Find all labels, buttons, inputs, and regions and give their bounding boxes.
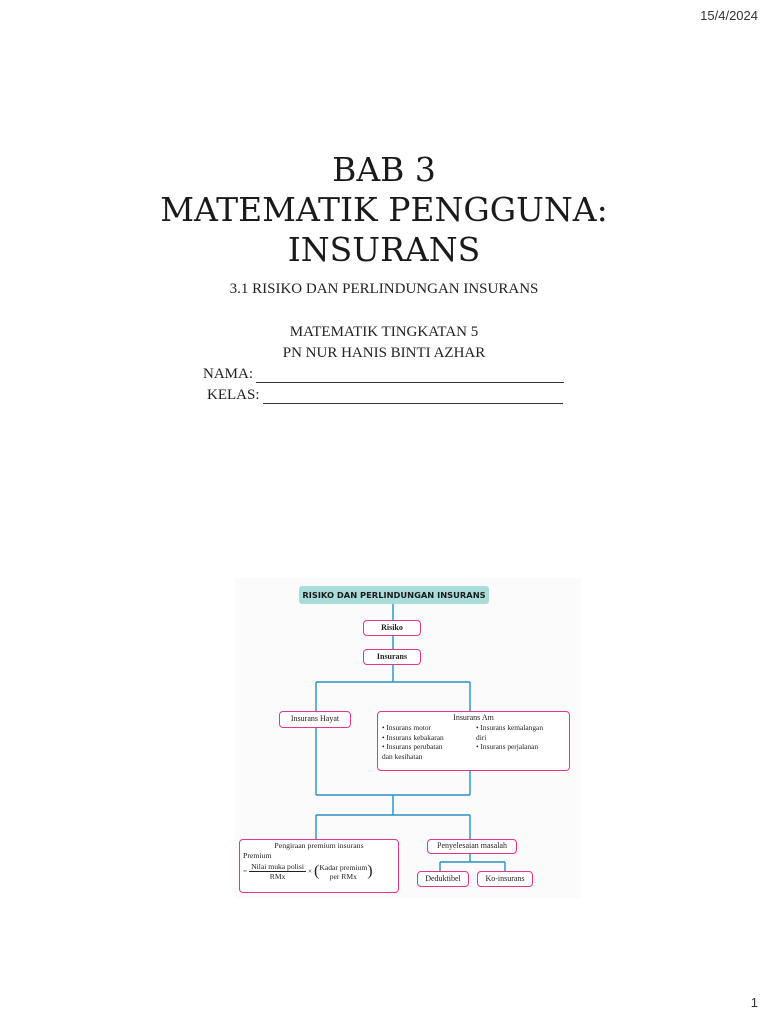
page-number: 1 — [750, 995, 758, 1010]
premium-fraction — [249, 862, 306, 881]
title-line-2: MATEMATIK PENGGUNA: — [160, 190, 608, 229]
pengiraan-premium-box — [239, 839, 399, 893]
insurans-hayat-box: Insurans Hayat — [279, 711, 351, 728]
insurans-box: Insurans — [363, 649, 421, 665]
risiko-box: Risiko — [363, 620, 421, 636]
paren-open: ( — [314, 862, 320, 880]
rate-numerator: Kadar premium — [319, 862, 368, 872]
am-item: diri — [476, 732, 487, 742]
penyelesaian-masalah-box: Penyelesaian masalah — [427, 839, 517, 854]
rate-fraction — [319, 863, 367, 881]
subtitle: 3.1 RISIKO DAN PERLINDUNGAN INSURANS — [229, 281, 539, 297]
diagram-header: RISIKO DAN PERLINDUNGAN INSURANS — [299, 586, 489, 604]
rate-denominator: per RMx — [329, 871, 357, 881]
insurans-am-box — [377, 711, 570, 771]
am-item: • Insurans perjalanan — [476, 742, 539, 751]
subject-line: MATEMATIK TINGKATAN 5 — [289, 324, 479, 340]
premium-denominator: RMx — [269, 872, 286, 881]
am-item: • Insurans motor — [382, 723, 431, 732]
nama-blank-line — [256, 368, 564, 383]
slide-date: 15/4/2024 — [700, 8, 758, 23]
am-item: dan kesihatan — [382, 751, 423, 761]
insurans-am-title: Insurans Am — [453, 713, 494, 722]
premium-times: × — [307, 866, 313, 876]
premium-equals: = — [243, 866, 248, 876]
nama-field — [203, 366, 564, 383]
kelas-label: KELAS: — [207, 387, 260, 403]
title-line-1: BAB 3 — [332, 150, 436, 189]
info-block — [0, 322, 768, 364]
page-title — [0, 150, 768, 270]
kelas-blank-line — [263, 389, 563, 404]
title-line-3: INSURANS — [287, 230, 481, 269]
nama-label: NAMA: — [203, 366, 254, 382]
paren-close: ) — [367, 862, 373, 880]
am-item: • Insurans kebakaran — [382, 732, 444, 742]
ko-insurans-box: Ko-insurans — [477, 871, 533, 887]
am-item: • Insurans kemalangan — [476, 723, 544, 732]
insurans-am-list-left — [382, 723, 444, 761]
insurance-concept-map — [235, 578, 581, 898]
premium-label: Premium — [243, 851, 272, 860]
kelas-field — [207, 387, 563, 404]
deduktibel-box: Deduktibel — [417, 871, 469, 887]
am-item: • Insurans perubatan — [382, 742, 443, 751]
premium-title: Pengiraan premium insurans — [274, 841, 364, 850]
premium-numerator: Nilai muka polisi — [251, 862, 304, 871]
teacher-line: PN NUR HANIS BINTI AZHAR — [282, 345, 486, 361]
insurans-am-list-right — [476, 723, 543, 752]
premium-formula — [243, 862, 373, 881]
